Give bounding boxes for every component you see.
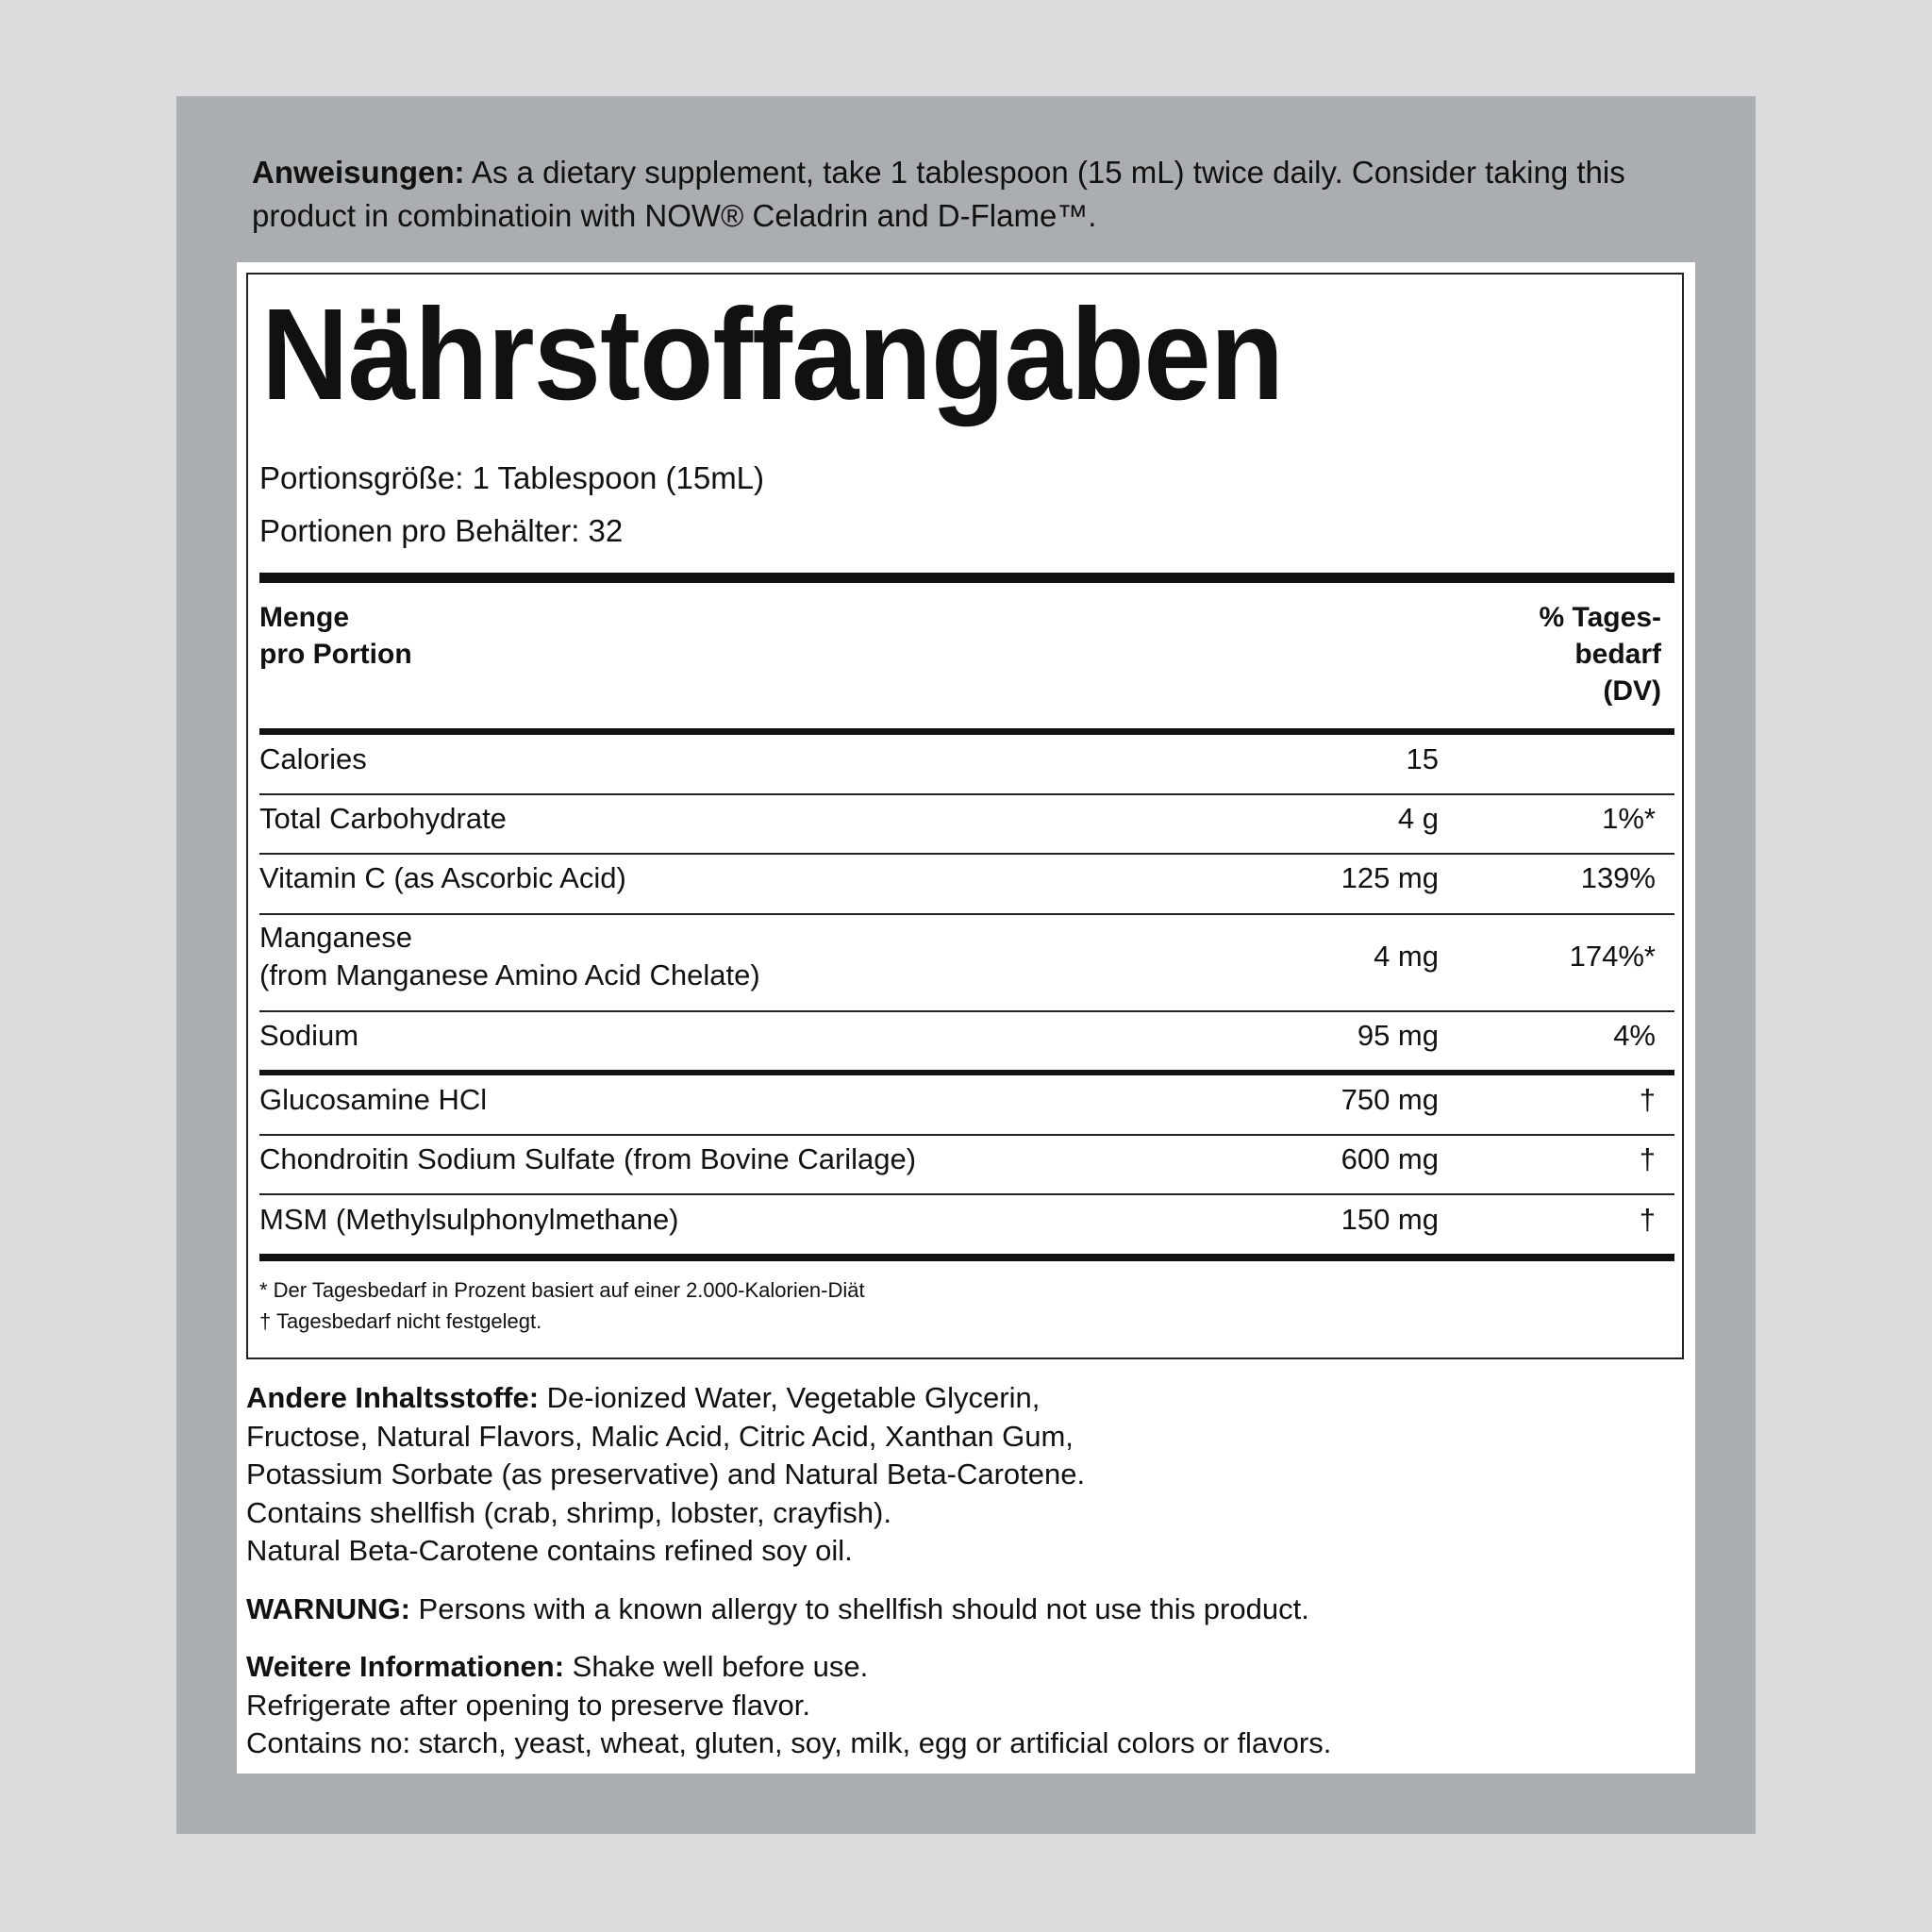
warning-text <box>246 1591 1642 1628</box>
facts-title: Nährstoffangaben <box>261 282 1284 427</box>
nutrient-amount: 4 g <box>1397 802 1439 835</box>
nutrient-dv: † <box>1639 1203 1656 1236</box>
other-ingredients-line-4: Contains shellfish (crab, shrimp, lobster, crayfish). <box>246 1495 891 1529</box>
nutrient-name: Vitamin C (as Ascorbic Acid) <box>259 861 626 894</box>
nutrition-facts-box <box>246 273 1684 1359</box>
row-divider <box>259 913 1674 915</box>
nutrient-amount: 750 mg <box>1341 1083 1439 1116</box>
nutrient-dv: † <box>1639 1083 1656 1116</box>
nutrient-name: Glucosamine HCl <box>259 1083 488 1116</box>
header-divider <box>259 728 1674 735</box>
nutrient-dv: 174%* <box>1569 940 1656 973</box>
directions-label: Anweisungen: <box>252 155 465 190</box>
nutrient-amount: 150 mg <box>1341 1203 1439 1236</box>
amount-per-serving-header <box>259 599 412 673</box>
footnote-percent-dv: * Der Tagesbedarf in Prozent basiert auf einer 2.000-Kalorien-Diät <box>259 1278 865 1302</box>
nutrient-name <box>259 919 760 994</box>
nutrient-name: MSM (Methylsulphonylmethane) <box>259 1203 679 1236</box>
other-ingredients-label: Andere Inhaltsstoffe: <box>246 1381 540 1414</box>
directions-body: As a dietary supplement, take 1 tablespoon (15 mL) twice daily. Consider taking this product in combinatioin with NOW® Celadrin and D-Flame™. <box>252 155 1625 233</box>
daily-value-header <box>1540 599 1661 709</box>
nutrient-dv: 139% <box>1580 861 1656 894</box>
header-right-line-1: % Tages- <box>1539 602 1661 633</box>
medium-divider <box>259 1070 1674 1075</box>
other-ingredients-line-3: Potassium Sorbate (as preservative) and Natural Beta-Carotene. <box>246 1457 1086 1491</box>
header-right-line-2: bedarf <box>1574 639 1661 670</box>
nutrient-name: Total Carbohydrate <box>259 802 507 835</box>
nutrient-amount: 125 mg <box>1341 861 1439 894</box>
other-ingredients-line-2: Fructose, Natural Flavors, Malic Acid, Citric Acid, Xanthan Gum, <box>246 1419 1074 1453</box>
nutrient-name: Sodium <box>259 1019 359 1052</box>
nutrient-dv: 1%* <box>1602 802 1656 835</box>
more-information-line-3: Contains no: starch, yeast, wheat, gluten, soy, milk, egg or artificial colors or flavors. <box>246 1726 1332 1759</box>
serving-size: Portionsgröße: 1 Tablespoon (15mL) <box>259 460 765 495</box>
header-left-line-1: Menge <box>259 602 350 633</box>
more-information-text: Shake well before use. <box>564 1650 869 1683</box>
nutrient-name: Calories <box>259 742 367 775</box>
warning-body: Persons with a known allergy to shellfish should not use this product. <box>409 1592 1309 1625</box>
servings-per-container: Portionen pro Behälter: 32 <box>259 513 624 548</box>
other-ingredients-line-1 <box>246 1379 1642 1418</box>
more-information-line-2: Refrigerate after opening to preserve flavor. <box>246 1688 810 1722</box>
nutrient-name-line-2: (from Manganese Amino Acid Chelate) <box>259 958 760 991</box>
row-divider <box>259 853 1674 855</box>
directions-text <box>252 151 1686 238</box>
other-ingredients <box>246 1379 1642 1571</box>
other-ingredients-text: De-ionized Water, Vegetable Glycerin, <box>539 1381 1041 1414</box>
row-divider <box>259 1134 1674 1136</box>
nutrient-name-line-1: Manganese <box>259 921 413 954</box>
header-right-line-3: (DV) <box>1603 675 1661 707</box>
bottom-divider <box>259 1254 1674 1261</box>
more-information-line-1 <box>246 1648 1642 1687</box>
nutrient-row <box>259 919 1674 994</box>
thick-divider <box>259 573 1674 583</box>
row-divider <box>259 793 1674 795</box>
nutrient-dv: 4% <box>1613 1019 1656 1052</box>
row-divider <box>259 1193 1674 1195</box>
nutrient-amount: 600 mg <box>1341 1142 1439 1175</box>
row-divider <box>259 1010 1674 1012</box>
more-information-label: Weitere Informationen: <box>246 1650 565 1683</box>
nutrient-dv: † <box>1639 1142 1656 1175</box>
nutrient-amount: 95 mg <box>1357 1019 1439 1052</box>
nutrient-name: Chondroitin Sodium Sulfate (from Bovine Carilage) <box>259 1142 917 1175</box>
other-ingredients-line-5: Natural Beta-Carotene contains refined soy oil. <box>246 1534 853 1567</box>
warning-label: WARNUNG: <box>246 1592 410 1625</box>
nutrient-amount: 15 <box>1406 742 1439 775</box>
header-left-line-2: pro Portion <box>259 639 412 670</box>
nutrient-amount: 4 mg <box>1374 940 1439 973</box>
footnote-dv-not-established: † Tagesbedarf nicht festgelegt. <box>259 1309 542 1333</box>
more-information <box>246 1648 1642 1763</box>
